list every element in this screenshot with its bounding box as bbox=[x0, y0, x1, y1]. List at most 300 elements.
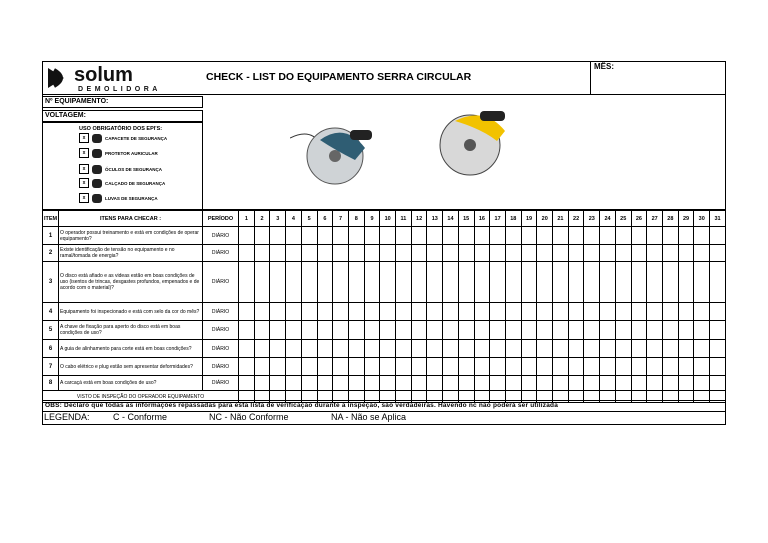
day-25: 25 bbox=[615, 211, 631, 227]
check-cell-day-25[interactable] bbox=[615, 358, 631, 376]
day-26: 26 bbox=[631, 211, 647, 227]
check-cell-day-29[interactable] bbox=[678, 376, 694, 391]
check-cell-day-26[interactable] bbox=[631, 303, 647, 321]
check-cell-day-5[interactable] bbox=[301, 376, 317, 391]
day-19: 19 bbox=[521, 211, 537, 227]
check-cell-day-20[interactable] bbox=[537, 262, 553, 303]
check-cell-day-25[interactable] bbox=[615, 245, 631, 262]
check-cell-day-15[interactable] bbox=[458, 303, 474, 321]
check-cell-day-2[interactable] bbox=[254, 245, 270, 262]
check-cell-day-13[interactable] bbox=[427, 303, 443, 321]
voltage-field[interactable]: VOLTAGEM: bbox=[42, 110, 203, 122]
check-cell-day-29[interactable] bbox=[678, 321, 694, 340]
check-cell-day-28[interactable] bbox=[662, 376, 678, 391]
check-cell-day-20[interactable] bbox=[537, 358, 553, 376]
check-cell-day-28[interactable] bbox=[662, 340, 678, 358]
check-cell-day-30[interactable] bbox=[694, 227, 710, 245]
check-cell-day-19[interactable] bbox=[521, 262, 537, 303]
check-cell-day-1[interactable] bbox=[239, 303, 255, 321]
check-cell-day-12[interactable] bbox=[411, 340, 427, 358]
check-cell-day-21[interactable] bbox=[553, 245, 569, 262]
check-cell-day-6[interactable] bbox=[317, 227, 333, 245]
check-cell-day-22[interactable] bbox=[568, 227, 584, 245]
check-cell-day-4[interactable] bbox=[286, 245, 302, 262]
check-cell-day-7[interactable] bbox=[333, 321, 349, 340]
check-cell-day-18[interactable] bbox=[505, 262, 521, 303]
check-cell-day-7[interactable] bbox=[333, 303, 349, 321]
day-12: 12 bbox=[411, 211, 427, 227]
check-cell-day-14[interactable] bbox=[443, 227, 459, 245]
check-cell-day-13[interactable] bbox=[427, 227, 443, 245]
check-cell-day-23[interactable] bbox=[584, 340, 600, 358]
check-cell-day-2[interactable] bbox=[254, 303, 270, 321]
check-cell-day-3[interactable] bbox=[270, 340, 286, 358]
check-cell-day-31[interactable] bbox=[710, 303, 726, 321]
ear-protector-icon bbox=[92, 149, 102, 158]
item-number: 5 bbox=[43, 321, 59, 340]
table-row bbox=[43, 340, 726, 358]
check-cell-day-7[interactable] bbox=[333, 262, 349, 303]
day-16: 16 bbox=[474, 211, 490, 227]
check-cell-day-28[interactable] bbox=[662, 262, 678, 303]
check-cell-day-17[interactable] bbox=[490, 262, 506, 303]
check-cell-day-28[interactable] bbox=[662, 227, 678, 245]
item-period: DIÁRIO bbox=[203, 303, 239, 321]
check-cell-day-30[interactable] bbox=[694, 376, 710, 391]
epi-checkbox[interactable]: x bbox=[79, 193, 89, 203]
check-cell-day-12[interactable] bbox=[411, 227, 427, 245]
check-cell-day-31[interactable] bbox=[710, 376, 726, 391]
check-cell-day-4[interactable] bbox=[286, 321, 302, 340]
check-cell-day-11[interactable] bbox=[396, 245, 412, 262]
check-cell-day-27[interactable] bbox=[647, 340, 663, 358]
legend bbox=[42, 412, 726, 425]
check-cell-day-24[interactable] bbox=[600, 227, 616, 245]
check-cell-day-9[interactable] bbox=[364, 376, 380, 391]
check-cell-day-3[interactable] bbox=[270, 358, 286, 376]
check-cell-day-12[interactable] bbox=[411, 321, 427, 340]
check-cell-day-5[interactable] bbox=[301, 340, 317, 358]
day-21: 21 bbox=[553, 211, 569, 227]
epi-label: PROTETOR AURICULAR bbox=[105, 150, 158, 156]
check-cell-day-23[interactable] bbox=[584, 376, 600, 391]
check-cell-day-26[interactable] bbox=[631, 227, 647, 245]
check-cell-day-30[interactable] bbox=[694, 262, 710, 303]
check-cell-day-2[interactable] bbox=[254, 340, 270, 358]
check-cell-day-4[interactable] bbox=[286, 303, 302, 321]
check-cell-day-10[interactable] bbox=[380, 227, 396, 245]
check-cell-day-1[interactable] bbox=[239, 340, 255, 358]
check-cell-day-26[interactable] bbox=[631, 340, 647, 358]
check-cell-day-7[interactable] bbox=[333, 376, 349, 391]
check-cell-day-8[interactable] bbox=[348, 227, 364, 245]
check-cell-day-21[interactable] bbox=[553, 376, 569, 391]
check-cell-day-25[interactable] bbox=[615, 321, 631, 340]
check-cell-day-23[interactable] bbox=[584, 227, 600, 245]
day-13: 13 bbox=[427, 211, 443, 227]
check-cell-day-27[interactable] bbox=[647, 321, 663, 340]
check-cell-day-24[interactable] bbox=[600, 340, 616, 358]
check-cell-day-22[interactable] bbox=[568, 340, 584, 358]
check-cell-day-15[interactable] bbox=[458, 340, 474, 358]
check-cell-day-9[interactable] bbox=[364, 245, 380, 262]
check-cell-day-6[interactable] bbox=[317, 340, 333, 358]
check-cell-day-21[interactable] bbox=[553, 262, 569, 303]
check-cell-day-16[interactable] bbox=[474, 376, 490, 391]
epi-label: ÓCULOS DE SEGURANÇA bbox=[105, 166, 163, 172]
check-cell-day-6[interactable] bbox=[317, 303, 333, 321]
check-cell-day-31[interactable] bbox=[710, 245, 726, 262]
check-cell-day-5[interactable] bbox=[301, 358, 317, 376]
day-29: 29 bbox=[678, 211, 694, 227]
check-cell-day-22[interactable] bbox=[568, 321, 584, 340]
check-cell-day-19[interactable] bbox=[521, 227, 537, 245]
check-cell-day-27[interactable] bbox=[647, 376, 663, 391]
check-cell-day-24[interactable] bbox=[600, 303, 616, 321]
check-cell-day-18[interactable] bbox=[505, 321, 521, 340]
check-cell-day-17[interactable] bbox=[490, 303, 506, 321]
check-cell-day-25[interactable] bbox=[615, 303, 631, 321]
check-cell-day-13[interactable] bbox=[427, 376, 443, 391]
check-cell-day-25[interactable] bbox=[615, 376, 631, 391]
check-cell-day-30[interactable] bbox=[694, 245, 710, 262]
check-cell-day-9[interactable] bbox=[364, 303, 380, 321]
check-cell-day-7[interactable] bbox=[333, 340, 349, 358]
check-cell-day-9[interactable] bbox=[364, 340, 380, 358]
check-cell-day-27[interactable] bbox=[647, 358, 663, 376]
check-cell-day-18[interactable] bbox=[505, 376, 521, 391]
check-cell-day-8[interactable] bbox=[348, 340, 364, 358]
item-period: DIÁRIO bbox=[203, 262, 239, 303]
check-cell-day-20[interactable] bbox=[537, 321, 553, 340]
check-cell-day-30[interactable] bbox=[694, 321, 710, 340]
check-cell-day-2[interactable] bbox=[254, 376, 270, 391]
check-cell-day-16[interactable] bbox=[474, 321, 490, 340]
check-cell-day-7[interactable] bbox=[333, 245, 349, 262]
check-cell-day-3[interactable] bbox=[270, 321, 286, 340]
check-cell-day-14[interactable] bbox=[443, 303, 459, 321]
check-cell-day-15[interactable] bbox=[458, 376, 474, 391]
epi-checkbox[interactable]: x bbox=[79, 178, 89, 188]
day-24: 24 bbox=[600, 211, 616, 227]
check-cell-day-15[interactable] bbox=[458, 358, 474, 376]
check-cell-day-29[interactable] bbox=[678, 340, 694, 358]
check-cell-day-8[interactable] bbox=[348, 321, 364, 340]
check-cell-day-13[interactable] bbox=[427, 358, 443, 376]
check-cell-day-31[interactable] bbox=[710, 227, 726, 245]
check-cell-day-10[interactable] bbox=[380, 358, 396, 376]
check-cell-day-22[interactable] bbox=[568, 376, 584, 391]
check-cell-day-28[interactable] bbox=[662, 321, 678, 340]
check-cell-day-11[interactable] bbox=[396, 358, 412, 376]
check-cell-day-8[interactable] bbox=[348, 358, 364, 376]
check-cell-day-14[interactable] bbox=[443, 358, 459, 376]
epi-item bbox=[79, 193, 158, 203]
check-cell-day-3[interactable] bbox=[270, 262, 286, 303]
check-cell-day-11[interactable] bbox=[396, 321, 412, 340]
check-cell-day-2[interactable] bbox=[254, 262, 270, 303]
check-cell-day-29[interactable] bbox=[678, 245, 694, 262]
col-item: ITEM bbox=[43, 211, 59, 227]
check-cell-day-18[interactable] bbox=[505, 358, 521, 376]
check-cell-day-20[interactable] bbox=[537, 340, 553, 358]
check-cell-day-18[interactable] bbox=[505, 340, 521, 358]
check-cell-day-23[interactable] bbox=[584, 303, 600, 321]
check-cell-day-1[interactable] bbox=[239, 227, 255, 245]
check-cell-day-9[interactable] bbox=[364, 227, 380, 245]
check-cell-day-10[interactable] bbox=[380, 303, 396, 321]
safety-glasses-icon bbox=[92, 165, 102, 174]
check-cell-day-14[interactable] bbox=[443, 262, 459, 303]
check-cell-day-1[interactable] bbox=[239, 262, 255, 303]
item-period: DIÁRIO bbox=[203, 358, 239, 376]
check-cell-day-16[interactable] bbox=[474, 245, 490, 262]
item-period: DIÁRIO bbox=[203, 321, 239, 340]
check-cell-day-5[interactable] bbox=[301, 245, 317, 262]
check-cell-day-17[interactable] bbox=[490, 321, 506, 340]
check-cell-day-21[interactable] bbox=[553, 321, 569, 340]
check-cell-day-16[interactable] bbox=[474, 262, 490, 303]
check-cell-day-28[interactable] bbox=[662, 358, 678, 376]
check-cell-day-4[interactable] bbox=[286, 340, 302, 358]
check-cell-day-14[interactable] bbox=[443, 340, 459, 358]
check-cell-day-4[interactable] bbox=[286, 262, 302, 303]
check-cell-day-15[interactable] bbox=[458, 262, 474, 303]
check-cell-day-10[interactable] bbox=[380, 262, 396, 303]
check-cell-day-8[interactable] bbox=[348, 303, 364, 321]
check-cell-day-4[interactable] bbox=[286, 227, 302, 245]
check-cell-day-7[interactable] bbox=[333, 227, 349, 245]
check-cell-day-11[interactable] bbox=[396, 262, 412, 303]
item-number: 7 bbox=[43, 358, 59, 376]
check-cell-day-25[interactable] bbox=[615, 262, 631, 303]
check-cell-day-23[interactable] bbox=[584, 321, 600, 340]
check-cell-day-16[interactable] bbox=[474, 358, 490, 376]
legend-nao-aplica: NA - Não se Aplica bbox=[331, 412, 407, 422]
check-cell-day-17[interactable] bbox=[490, 245, 506, 262]
check-cell-day-2[interactable] bbox=[254, 321, 270, 340]
check-cell-day-13[interactable] bbox=[427, 245, 443, 262]
check-cell-day-9[interactable] bbox=[364, 262, 380, 303]
item-number: 2 bbox=[43, 245, 59, 262]
check-cell-day-12[interactable] bbox=[411, 303, 427, 321]
check-cell-day-13[interactable] bbox=[427, 262, 443, 303]
check-cell-day-8[interactable] bbox=[348, 376, 364, 391]
check-cell-day-22[interactable] bbox=[568, 303, 584, 321]
check-cell-day-29[interactable] bbox=[678, 227, 694, 245]
table-row bbox=[43, 303, 726, 321]
check-cell-day-6[interactable] bbox=[317, 262, 333, 303]
check-cell-day-30[interactable] bbox=[694, 340, 710, 358]
check-cell-day-14[interactable] bbox=[443, 245, 459, 262]
check-cell-day-29[interactable] bbox=[678, 358, 694, 376]
check-cell-day-30[interactable] bbox=[694, 303, 710, 321]
check-cell-day-12[interactable] bbox=[411, 262, 427, 303]
check-cell-day-1[interactable] bbox=[239, 321, 255, 340]
check-cell-day-19[interactable] bbox=[521, 303, 537, 321]
check-cell-day-19[interactable] bbox=[521, 358, 537, 376]
check-cell-day-16[interactable] bbox=[474, 303, 490, 321]
table-row bbox=[43, 376, 726, 391]
check-cell-day-27[interactable] bbox=[647, 227, 663, 245]
check-cell-day-14[interactable] bbox=[443, 376, 459, 391]
day-28: 28 bbox=[662, 211, 678, 227]
check-cell-day-26[interactable] bbox=[631, 262, 647, 303]
check-cell-day-11[interactable] bbox=[396, 376, 412, 391]
page-title: CHECK - LIST DO EQUIPAMENTO SERRA CIRCULAR bbox=[206, 71, 472, 83]
check-cell-day-8[interactable] bbox=[348, 245, 364, 262]
day-31: 31 bbox=[710, 211, 726, 227]
check-cell-day-27[interactable] bbox=[647, 303, 663, 321]
check-cell-day-11[interactable] bbox=[396, 303, 412, 321]
check-cell-day-17[interactable] bbox=[490, 376, 506, 391]
epi-section bbox=[42, 122, 203, 210]
check-cell-day-17[interactable] bbox=[490, 358, 506, 376]
check-cell-day-10[interactable] bbox=[380, 376, 396, 391]
check-cell-day-23[interactable] bbox=[584, 262, 600, 303]
check-cell-day-6[interactable] bbox=[317, 376, 333, 391]
check-cell-day-9[interactable] bbox=[364, 358, 380, 376]
legend-conforme: C - Conforme bbox=[113, 412, 168, 422]
check-cell-day-15[interactable] bbox=[458, 227, 474, 245]
day-20: 20 bbox=[537, 211, 553, 227]
check-cell-day-14[interactable] bbox=[443, 321, 459, 340]
legend-nao-conforme: NC - Não Conforme bbox=[209, 412, 289, 422]
check-cell-day-5[interactable] bbox=[301, 303, 317, 321]
check-cell-day-24[interactable] bbox=[600, 262, 616, 303]
check-cell-day-28[interactable] bbox=[662, 303, 678, 321]
check-cell-day-12[interactable] bbox=[411, 358, 427, 376]
check-cell-day-21[interactable] bbox=[553, 340, 569, 358]
check-cell-day-31[interactable] bbox=[710, 358, 726, 376]
check-cell-day-18[interactable] bbox=[505, 303, 521, 321]
check-cell-day-19[interactable] bbox=[521, 376, 537, 391]
check-cell-day-1[interactable] bbox=[239, 376, 255, 391]
check-cell-day-16[interactable] bbox=[474, 340, 490, 358]
check-cell-day-21[interactable] bbox=[553, 358, 569, 376]
gloves-icon bbox=[92, 194, 102, 203]
check-cell-day-20[interactable] bbox=[537, 303, 553, 321]
check-cell-day-3[interactable] bbox=[270, 245, 286, 262]
check-cell-day-17[interactable] bbox=[490, 227, 506, 245]
helmet-icon bbox=[92, 134, 102, 143]
check-cell-day-10[interactable] bbox=[380, 245, 396, 262]
check-cell-day-26[interactable] bbox=[631, 321, 647, 340]
check-cell-day-26[interactable] bbox=[631, 376, 647, 391]
check-cell-day-19[interactable] bbox=[521, 245, 537, 262]
check-cell-day-30[interactable] bbox=[694, 358, 710, 376]
check-cell-day-9[interactable] bbox=[364, 321, 380, 340]
check-cell-day-23[interactable] bbox=[584, 245, 600, 262]
check-cell-day-19[interactable] bbox=[521, 340, 537, 358]
check-cell-day-15[interactable] bbox=[458, 321, 474, 340]
check-cell-day-24[interactable] bbox=[600, 376, 616, 391]
check-cell-day-21[interactable] bbox=[553, 303, 569, 321]
check-cell-day-6[interactable] bbox=[317, 321, 333, 340]
item-text: O cabo elétrico e plug estão sem apresentar deformidades? bbox=[59, 358, 203, 376]
item-period: DIÁRIO bbox=[203, 245, 239, 262]
check-cell-day-4[interactable] bbox=[286, 376, 302, 391]
check-cell-day-2[interactable] bbox=[254, 227, 270, 245]
check-cell-day-28[interactable] bbox=[662, 245, 678, 262]
check-cell-day-19[interactable] bbox=[521, 321, 537, 340]
check-cell-day-4[interactable] bbox=[286, 358, 302, 376]
check-cell-day-22[interactable] bbox=[568, 262, 584, 303]
check-cell-day-25[interactable] bbox=[615, 340, 631, 358]
item-period: DIÁRIO bbox=[203, 227, 239, 245]
equipment-number-field[interactable]: Nº EQUIPAMENTO: bbox=[42, 96, 203, 108]
check-cell-day-5[interactable] bbox=[301, 227, 317, 245]
check-cell-day-25[interactable] bbox=[615, 227, 631, 245]
month-field[interactable]: MÊS: bbox=[590, 61, 726, 95]
check-cell-day-31[interactable] bbox=[710, 262, 726, 303]
check-cell-day-21[interactable] bbox=[553, 227, 569, 245]
check-cell-day-27[interactable] bbox=[647, 262, 663, 303]
epi-title: USO OBRIGATÓRIO DOS EPI'S: bbox=[79, 126, 163, 132]
check-cell-day-10[interactable] bbox=[380, 340, 396, 358]
check-cell-day-6[interactable] bbox=[317, 358, 333, 376]
check-cell-day-6[interactable] bbox=[317, 245, 333, 262]
check-cell-day-16[interactable] bbox=[474, 227, 490, 245]
check-cell-day-31[interactable] bbox=[710, 321, 726, 340]
check-cell-day-10[interactable] bbox=[380, 321, 396, 340]
check-cell-day-17[interactable] bbox=[490, 340, 506, 358]
check-cell-day-24[interactable] bbox=[600, 245, 616, 262]
item-number: 3 bbox=[43, 262, 59, 303]
epi-checkbox[interactable]: x bbox=[79, 148, 89, 158]
check-cell-day-20[interactable] bbox=[537, 245, 553, 262]
check-cell-day-11[interactable] bbox=[396, 227, 412, 245]
check-cell-day-29[interactable] bbox=[678, 262, 694, 303]
check-cell-day-23[interactable] bbox=[584, 358, 600, 376]
check-cell-day-11[interactable] bbox=[396, 340, 412, 358]
check-cell-day-20[interactable] bbox=[537, 376, 553, 391]
check-cell-day-3[interactable] bbox=[270, 227, 286, 245]
boot-icon bbox=[92, 179, 102, 188]
check-cell-day-22[interactable] bbox=[568, 358, 584, 376]
check-cell-day-26[interactable] bbox=[631, 358, 647, 376]
check-cell-day-3[interactable] bbox=[270, 303, 286, 321]
check-cell-day-31[interactable] bbox=[710, 340, 726, 358]
check-cell-day-13[interactable] bbox=[427, 340, 443, 358]
check-cell-day-27[interactable] bbox=[647, 245, 663, 262]
check-cell-day-18[interactable] bbox=[505, 227, 521, 245]
check-cell-day-5[interactable] bbox=[301, 262, 317, 303]
check-cell-day-5[interactable] bbox=[301, 321, 317, 340]
check-cell-day-1[interactable] bbox=[239, 358, 255, 376]
check-cell-day-13[interactable] bbox=[427, 321, 443, 340]
check-cell-day-15[interactable] bbox=[458, 245, 474, 262]
check-cell-day-20[interactable] bbox=[537, 227, 553, 245]
check-cell-day-12[interactable] bbox=[411, 245, 427, 262]
day-15: 15 bbox=[458, 211, 474, 227]
check-cell-day-7[interactable] bbox=[333, 358, 349, 376]
check-cell-day-1[interactable] bbox=[239, 245, 255, 262]
check-cell-day-26[interactable] bbox=[631, 245, 647, 262]
check-cell-day-24[interactable] bbox=[600, 358, 616, 376]
check-cell-day-12[interactable] bbox=[411, 376, 427, 391]
item-text: A chave de fixação para aperto do disco está em boas condições de uso? bbox=[59, 321, 203, 340]
epi-checkbox[interactable]: x bbox=[79, 133, 89, 143]
check-cell-day-29[interactable] bbox=[678, 303, 694, 321]
check-cell-day-8[interactable] bbox=[348, 262, 364, 303]
check-cell-day-24[interactable] bbox=[600, 321, 616, 340]
check-cell-day-18[interactable] bbox=[505, 245, 521, 262]
check-cell-day-3[interactable] bbox=[270, 376, 286, 391]
check-cell-day-22[interactable] bbox=[568, 245, 584, 262]
epi-checkbox[interactable]: x bbox=[79, 164, 89, 174]
check-cell-day-2[interactable] bbox=[254, 358, 270, 376]
